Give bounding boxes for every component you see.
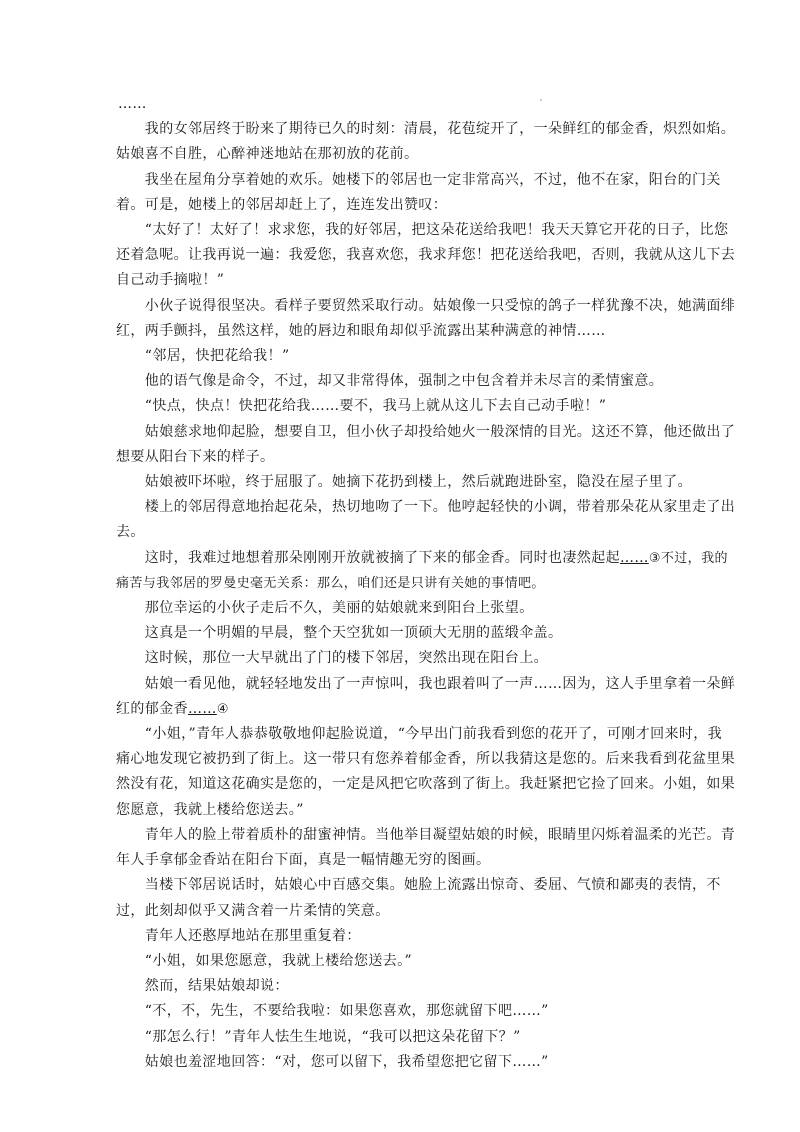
paragraph: “不，不，先生，不要给我啦：如果您喜欢，那您就留下吧……” <box>116 1003 549 1020</box>
marker-4: ④ <box>216 701 229 717</box>
paragraph: “那怎么行！”青年人怯生生地说，“我可以把这朵花留下？” <box>116 1028 521 1045</box>
paragraph: 我的女邻居终于盼来了期待已久的时刻：清晨，花苞绽开了，一朵鲜红的郁金香，炽烈如焰。姑娘喜不自胜，心醉神迷地站在那初放的花前。 <box>116 121 736 163</box>
paragraph: 然而，结果姑娘却说： <box>116 978 289 995</box>
paragraph: 当楼下邻居说话时，姑娘心中百感交集。她脸上流露出惊奇、委屈、气愤和鄙夷的表情，不过，此刻却似乎又满含着一片柔情的笑意。 <box>116 877 721 919</box>
paragraph: 他的语气像是命令，不过，却又非常得体，强制之中包含着并未尽言的柔情蜜意。 <box>116 373 664 390</box>
paragraph: 楼上的邻居得意地抬起花朵，热切地吻了一下。他哼起轻快的小调，带着那朵花从家里走了出去。 <box>116 499 736 541</box>
paragraph-with-blank-3 <box>116 546 736 596</box>
paragraph: 姑娘慈求地仰起脸，想要自卫，但小伙子却投给她火一般深情的目光。这还不算，他还做出了想要从阳台下来的样子。 <box>116 423 736 465</box>
paragraph-text: 这时，我难过地想着那朵刚刚开放就被摘了下来的郁金香。同时也凄然起起 <box>116 549 620 566</box>
paragraph: 这真是一个明媚的早晨，整个天空犹如一顶硕大无朋的蓝缎伞盖。 <box>116 625 563 642</box>
ellipsis-line: …… <box>118 96 147 112</box>
paragraph: 那位幸运的小伙子走后不久，美丽的姑娘就来到阳台上张望。 <box>116 600 534 617</box>
underlined-ellipsis: …… <box>188 700 217 717</box>
paragraph: 这时候，那位一大早就出了门的楼下邻居，突然出现在阳台上。 <box>116 650 548 667</box>
paragraph: 青年人还憨厚地站在那里重复着： <box>116 927 361 944</box>
paragraph-text: 姑娘一看见他，就轻轻地发出了一声惊叫，我也跟着叫了一声……因为，这人手里拿着一朵鲜红的郁金香 <box>116 675 736 717</box>
paragraph: “邻居，快把花给我！” <box>116 348 290 365</box>
paragraph: “小姐，”青年人恭恭敬敬地仰起脸说道，“今早出门前我看到您的花开了，可刚才回来时，我痛心地发现它被扔到了街上。这一带只有您养着郁金香，所以我猜这是您的。后来我看到花盆里果然没有花，知道这花确实是您的，一定是风把它吹落到了街上。我赶紧把它捡了回来。小姐，如果您愿意，我就上楼给您送去。” <box>116 726 736 818</box>
paragraph: 小伙子说得很坚决。看样子要贸然采取行动。姑娘像一只受惊的鸽子一样犹豫不决，她满面绯红，两手颤抖，虽然这样，她的唇边和眼角却似乎流露出某种满意的神情…… <box>116 297 736 339</box>
paragraph: 我坐在屋角分享着她的欢乐。她楼下的邻居也一定非常高兴，不过，他不在家，阳台的门关着。可是，她楼上的邻居却赶上了，连连发出赞叹： <box>116 171 721 213</box>
paragraph-with-blank-4 <box>116 672 736 722</box>
paragraph: “小姐，如果您愿意，我就上楼给您送去。” <box>116 952 413 969</box>
marker-3-text: ③不过，我的痛苦与我邻居的罗曼史毫无关系：那么，咱们还是只讲有关她的事情吧。 <box>116 550 728 591</box>
underlined-ellipsis: …… <box>620 549 649 566</box>
paragraph: 姑娘被吓坏啦，终于屈服了。她摘下花扔到楼上，然后就跑进卧室，隐没在屋子里了。 <box>116 474 692 491</box>
paragraph: “快点，快点！快把花给我……要不，我马上就从这儿下去自己动手啦！” <box>116 398 607 415</box>
scan-speck <box>540 99 542 101</box>
paragraph: 青年人的脸上带着质朴的甜蜜神情。当他举目凝望姑娘的时候，眼睛里闪烁着温柔的光芒。青年人手拿郁金香站在阳台下面，真是一幅情趣无穷的图画。 <box>116 826 736 869</box>
paragraph: 姑娘也羞涩地回答：“对，您可以留下，我希望您把它留下……” <box>116 1053 549 1070</box>
paragraph: “太好了！太好了！求求您，我的好邻居，把这朵花送给我吧！我天天算它开花的日子，比您还着急呢。让我再说一遍：我爱您，我喜欢您，我求拜您！把花送给我吧，否则，我就从这儿下去自己动手摘啦！” <box>116 222 736 289</box>
